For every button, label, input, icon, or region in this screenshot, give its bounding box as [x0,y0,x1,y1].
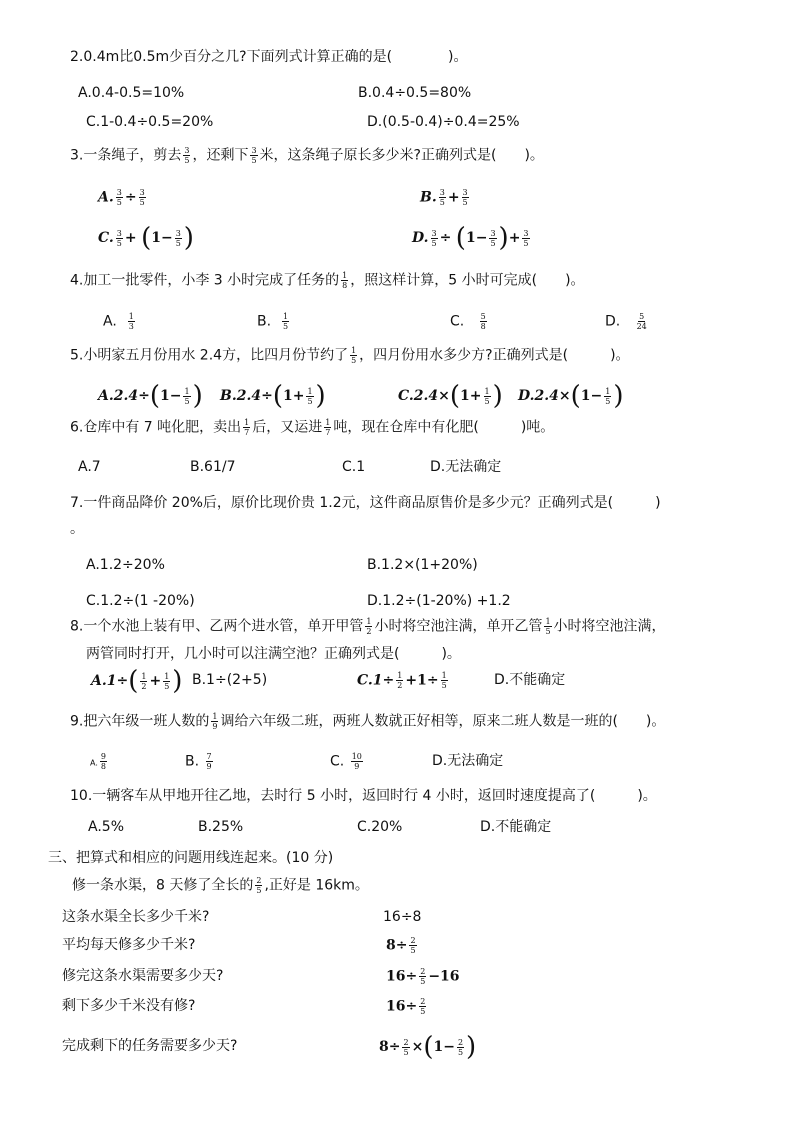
q3-option-b[interactable]: B. $\frac{3}{5}$ + $\frac{3}{5}$ [420,188,468,207]
q10-option-b[interactable]: B.25% [198,819,244,835]
q6-option-a[interactable]: A.7 [78,459,101,475]
q8-stem-line2: 两管同时打开，几小时可以注满空池？正确列式是( )。 [86,646,461,662]
q10-stem: 10.一辆客车从甲地开往乙地，去时行 5 小时，返回时行 4 小时，返回时速度提高了( )。 [70,788,657,804]
match-question-4[interactable]: 剩下多少千米没有修? [62,998,196,1014]
q7-option-d[interactable]: D.1.2÷(1-20%) +1.2 [367,593,511,609]
q2-option-c[interactable]: C.1-0.4÷0.5=20% [86,114,214,130]
section3-title: 三、把算式和相应的问题用线连起来。(10 分) [48,850,334,866]
match-question-3[interactable]: 修完这条水渠需要多少天? [62,968,224,984]
q3-option-c[interactable]: C. $\frac{3}{5}$ + (1− $\frac{3}{5}$ ) [98,223,194,253]
q10-option-d[interactable]: D.不能确定 [480,819,552,835]
q7-stem: 7.一件商品降价 20%后，原价比现价贵 1.2元，这件商品原售价是多少元？正确列式是( ) [70,495,661,511]
q2-option-d[interactable]: D.(0.5-0.4)÷0.4=25% [367,114,520,130]
q8-option-b[interactable]: B.1÷(2+5) [192,672,268,688]
match-expression-5[interactable]: 8÷ $\frac{2}{5}$ ×(1− $\frac{2}{5}$ ) [379,1032,477,1062]
q7-option-c[interactable]: C.1.2÷(1 -20%) [86,593,195,609]
q7-stem-tail: 。 [70,521,84,537]
q3-option-d[interactable]: D. $\frac{3}{5}$ ÷ (1− $\frac{3}{5}$ )+ $\frac{3}{5}$ [412,223,529,253]
q7-option-a[interactable]: A.1.2÷20% [86,557,165,573]
q10-option-a[interactable]: A.5% [88,819,124,835]
match-question-5[interactable]: 完成剩下的任务需要多少天? [62,1038,238,1054]
q9-option-c[interactable]: C. $\frac{10}{9}$ [330,752,362,771]
q6-option-b[interactable]: B.61/7 [190,459,236,475]
q5-stem: 5.小明家五月份用水 2.4方，比四月份节约了 $\frac{1}{5}$ ，四月份用水多少方?正确列式是( )。 [70,346,630,365]
q4-stem: 4.加工一批零件，小李 3 小时完成了任务的 $\frac{1}{8}$ ，照这样计算，5 小时可完成( )。 [70,271,585,290]
q2-stem: 2.0.4m比0.5m少百分之几?下面列式计算正确的是( )。 [70,49,468,65]
match-expression-3[interactable]: 16÷ $\frac{2}{5}$ −16 [386,967,460,986]
q9-option-a[interactable]: A. $\frac{9}{8}$ [90,752,106,771]
q8-option-d[interactable]: D.不能确定 [494,672,566,688]
q8-option-c[interactable]: C.1÷ $\frac{1}{2}$ +1÷ $\frac{1}{5}$ [357,671,447,690]
q8-option-a[interactable]: A.1÷( $\frac{1}{2}$ + $\frac{1}{5}$ ) [91,666,183,696]
match-expression-4[interactable]: 16÷ $\frac{2}{5}$ [386,997,426,1016]
q5-option-a[interactable]: A.2.4÷(1− $\frac{1}{5}$ ) [98,381,203,411]
q8-stem: 8.一个水池上装有甲、乙两个进水管，单开甲管 $\frac{1}{2}$ 小时将空池注满，单开乙管 $\frac{1}{5}$ 小时将空池注满， [70,617,666,636]
q10-option-c[interactable]: C.20% [357,819,403,835]
q3-option-a[interactable]: A. $\frac{3}{5}$ ÷ $\frac{3}{5}$ [98,188,145,207]
q7-option-b[interactable]: B.1.2×(1+20%) [367,557,478,573]
match-expression-1[interactable]: 16÷8 [383,909,422,925]
q9-option-b[interactable]: B. $\frac{7}{9}$ [185,752,212,771]
q5-option-b[interactable]: B.2.4÷(1+ $\frac{1}{5}$ ) [220,381,326,411]
q6-stem: 6.仓库中有 7 吨化肥，卖出 $\frac{1}{7}$ 后，又运进 $\frac{1}{7}$ 吨，现在仓库中有化肥( )吨。 [70,418,555,437]
q6-option-c[interactable]: C.1 [342,459,366,475]
q5-option-c[interactable]: C.2.4×(1+ $\frac{1}{5}$ ) [398,381,503,411]
section3-intro: 修一条水渠，8 天修了全长的 $\frac{2}{5}$ ,正好是 16km。 [72,876,369,895]
q5-option-d[interactable]: D.2.4×(1− $\frac{1}{5}$ ) [518,381,624,411]
match-question-2[interactable]: 平均每天修多少千米? [62,937,196,953]
q4-option-b[interactable]: B. $\frac{1}{5}$ [257,312,289,331]
q2-option-a[interactable]: A.0.4-0.5=10% [78,85,185,101]
q9-option-d[interactable]: D.无法确定 [432,753,504,769]
q4-option-d[interactable]: D. $\frac{5}{24}$ [605,312,647,331]
q3-stem: 3.一条绳子，剪去 $\frac{3}{5}$ ，还剩下 $\frac{3}{5}$ 米，这条绳子原长多少米?正确列式是( )。 [70,146,544,165]
q9-stem: 9.把六年级一班人数的 $\frac{1}{9}$ 调给六年级二班，两班人数就正好相等，原来二班人数是一班的( )。 [70,712,666,731]
match-question-1[interactable]: 这条水渠全长多少千米? [62,909,210,925]
q6-option-d[interactable]: D.无法确定 [430,459,502,475]
match-expression-2[interactable]: 8÷ $\frac{2}{5}$ [386,936,416,955]
q4-option-c[interactable]: C. $\frac{5}{8}$ [450,312,486,331]
q2-option-b[interactable]: B.0.4÷0.5=80% [358,85,472,101]
q4-option-a[interactable]: A. $\frac{1}{3}$ [103,312,134,331]
